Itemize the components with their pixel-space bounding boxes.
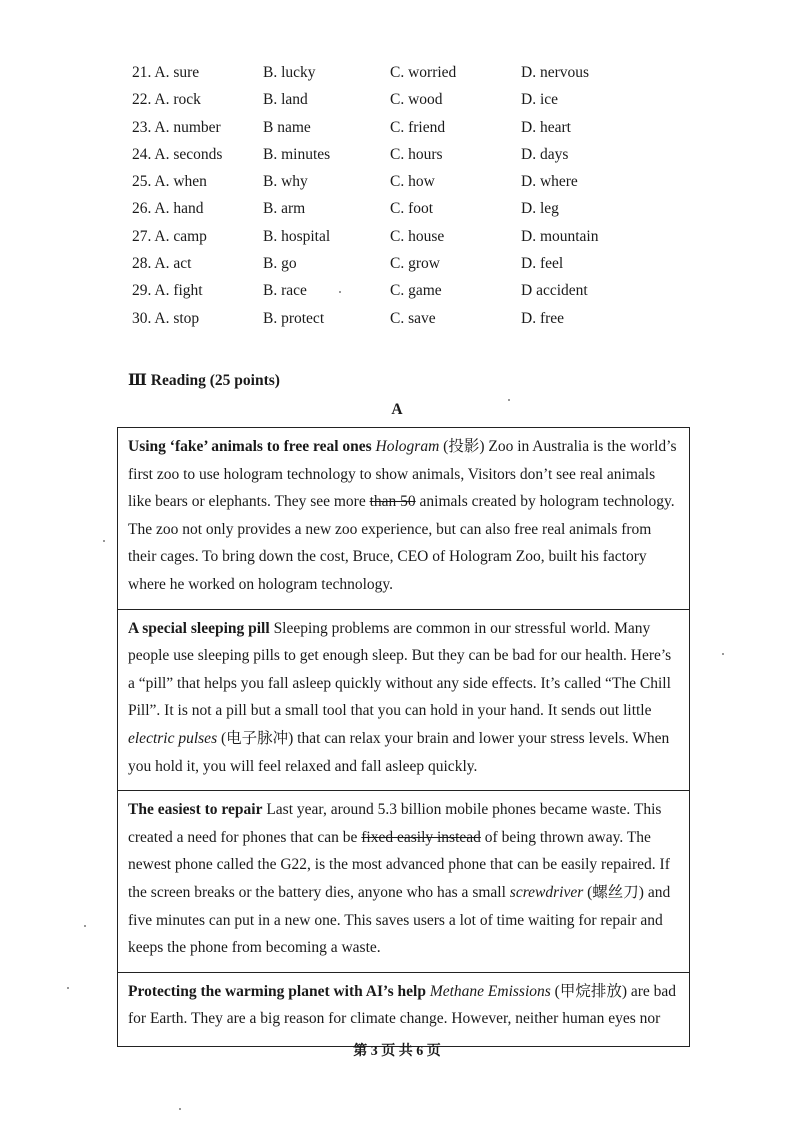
passage-text: of being thrown away. The newest phone called the G22, is the most advanced phone that can be easily repaired. If the screen breaks or the battery dies, anyone who has a small [128, 828, 670, 901]
option-d: D. nervous [521, 64, 590, 81]
option-a: 23. A. number [132, 118, 221, 136]
answer-options [132, 60, 692, 333]
passage-italic: electric pulses [128, 729, 218, 747]
option-b: B. minutes [263, 145, 331, 163]
option-d: D. free [521, 309, 565, 327]
passage-italic: Methane Emissions [429, 982, 551, 1000]
option-b: B. why [263, 173, 308, 191]
scan-speck [722, 653, 724, 655]
passage-text: (甲烷排放) are bad for Earth. They are a big reason for climate change. However, neither human eyes nor [128, 982, 677, 1028]
option-row-22 [132, 87, 692, 114]
option-row-25 [132, 169, 692, 196]
option-row-29 [132, 278, 692, 305]
option-b: B name [263, 118, 311, 136]
option-row-28 [132, 251, 692, 278]
option-c: C. house [390, 227, 445, 245]
option-row-27 [132, 224, 692, 251]
option-b: B. hospital [263, 227, 331, 245]
option-row-24 [132, 142, 692, 169]
option-c: C. hours [390, 145, 443, 163]
option-a: 25. A. when [132, 173, 207, 191]
option-c: C. save [390, 309, 436, 327]
option-b: B. protect [263, 309, 325, 327]
passage-text: Sleeping problems are common in our stressful world. Many people use sleeping pills to get enough sleep. But they can be bad for our health. Here’s a “pill” that helps you fall asleep quickly without any side effects. It’s called “The Chill Pill”. It is not a pill but a small tool that you can hold in your hand. It sends out little [128, 619, 672, 720]
option-a: 28. A. act [132, 255, 192, 273]
option-a: 29. A. fight [132, 282, 203, 300]
passage-title: Using ‘fake’ animals to free real ones [128, 438, 372, 455]
passage-easiest-repair [118, 790, 689, 972]
option-row-23 [132, 115, 692, 142]
passage-ai-planet [118, 972, 689, 1046]
option-d: D. days [521, 145, 569, 163]
option-d: D. where [521, 173, 578, 191]
page-footer: 第 3 页 共 6 页 [353, 1044, 441, 1059]
scan-speck [339, 291, 341, 293]
struck-text: fixed easily instead [361, 828, 481, 846]
option-a: 30. A. stop [132, 309, 200, 327]
scan-speck [67, 987, 69, 989]
option-a: 22. A. rock [132, 91, 201, 109]
option-row-26 [132, 196, 692, 223]
option-c: C. friend [390, 118, 446, 136]
option-a: 27. A. camp [132, 227, 207, 245]
option-a: 21. A. sure [132, 64, 200, 81]
passage-italic: screwdriver [509, 883, 584, 901]
scan-speck [179, 1108, 181, 1110]
option-d: D. feel [521, 255, 564, 273]
option-c: C. worried [390, 64, 457, 81]
passage-text: (螺丝刀) and five minutes can put in a new one. This saves users a lot of time waiting for repair and keeps the phone from becoming a waste. [128, 883, 671, 957]
option-b: B. arm [263, 200, 306, 218]
passage-text: Last year, around 5.3 billion mobile phones became waste. This created a need for phones that can be [128, 801, 662, 846]
option-d: D. mountain [521, 227, 599, 245]
option-c: C. foot [390, 200, 434, 218]
passage-italic: Hologram [375, 438, 440, 455]
passage-label: A [391, 401, 403, 418]
option-a: 24. A. seconds [132, 145, 223, 163]
passage-sleeping-pill [118, 609, 689, 791]
option-d: D. ice [521, 91, 559, 109]
scan-speck [508, 399, 510, 401]
passage-text: (电子脉冲) that can relax your brain and lower your stress levels. When you hold it, you will feel relaxed and fall asleep quickly. [128, 729, 670, 775]
option-b: B. race [263, 282, 307, 300]
passage-hologram-zoo [118, 428, 689, 609]
option-d: D. heart [521, 118, 571, 136]
passage-title: The easiest to repair [128, 801, 263, 819]
option-b: B. land [263, 91, 308, 109]
option-b: B. go [263, 255, 297, 273]
option-c: C. how [390, 173, 435, 191]
scan-speck [84, 925, 86, 927]
section-title: Ⅲ Reading (25 points) [128, 372, 280, 389]
option-d: D accident [521, 282, 588, 300]
option-d: D. leg [521, 200, 559, 218]
reading-passages-box [117, 427, 690, 1047]
passage-title: Protecting the warming planet with AI’s help [128, 982, 426, 1000]
passage-text: (投影) Zoo in Australia is the world’s first zoo to use hologram technology to show animals, Visitors don’t see real animals like bears or elephants. They see more [128, 438, 677, 511]
passage-text: animals created by hologram technology. The zoo not only provides a new zoo experience, but can also free real animals from their cages. To bring down the cost, Bruce, CEO of Hologram Zoo, built his factory where he worked on hologram technology. [128, 493, 675, 593]
option-c: C. wood [390, 91, 443, 109]
option-a: 26. A. hand [132, 200, 204, 218]
option-c: C. game [390, 282, 442, 300]
option-c: C. grow [390, 255, 440, 273]
option-row-21 [132, 60, 692, 87]
struck-text: than 50 [369, 493, 416, 511]
option-b: B. lucky [263, 64, 316, 81]
passage-title: A special sleeping pill [128, 619, 270, 637]
option-row-30 [132, 306, 692, 333]
scan-speck [103, 540, 105, 542]
